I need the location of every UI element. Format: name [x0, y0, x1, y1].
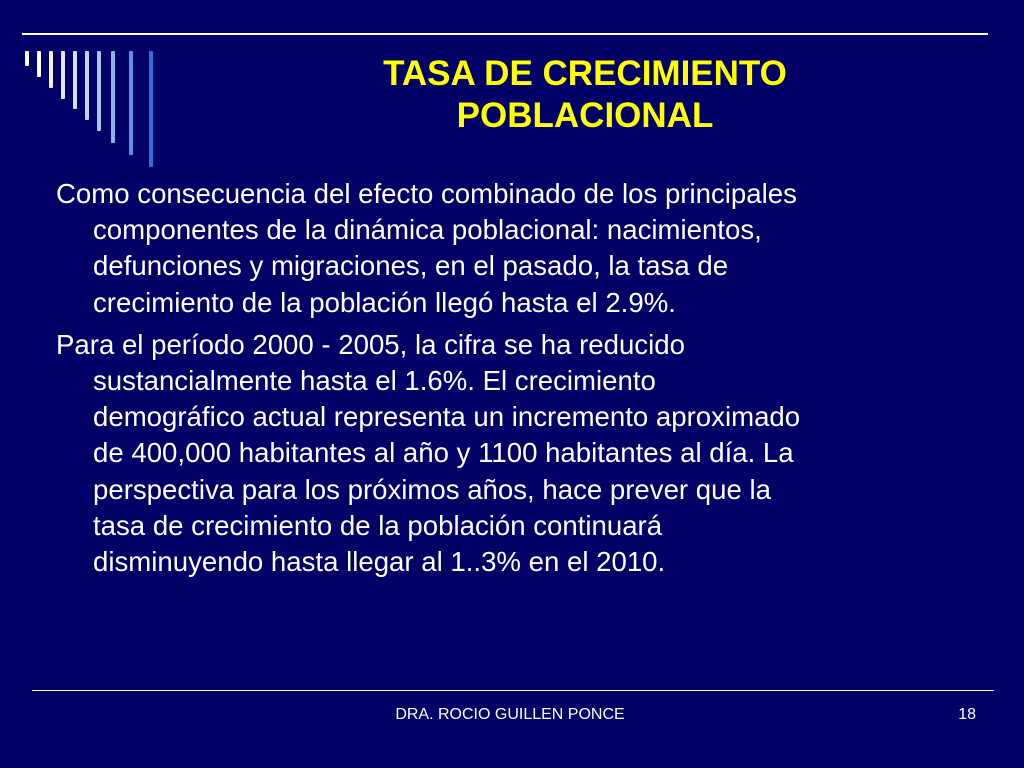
decorative-stripe — [129, 51, 133, 155]
decorative-stripe — [25, 51, 29, 66]
decorative-stripe — [73, 51, 77, 109]
decorative-stripe — [97, 51, 101, 131]
decorative-stripe — [85, 51, 89, 120]
slide-title-line: POBLACIONAL — [456, 96, 714, 135]
top-rule-line — [22, 33, 988, 35]
footer-author: DRA. ROCIO GUILLEN PONCE — [395, 706, 625, 723]
bottom-rule-line — [32, 690, 994, 691]
decorative-stripe — [49, 51, 53, 88]
slide-body — [56, 176, 996, 586]
slide-title-line: TASA DE CRECIMIENTO — [383, 54, 787, 93]
decorative-stripe — [149, 51, 153, 167]
decorative-stripe — [37, 51, 41, 77]
body-paragraph: Como consecuencia del efecto combinado de los principales componentes de la dinámica poblacional: nacimientos, defunciones y migraciones, en el pasado, la tasa de crecimiento de la población llegó hasta el 2.9%. — [56, 178, 797, 318]
body-paragraph: Para el período 2000 - 2005, la cifra se ha reducido sustancialmente hasta el 1.6%. El crecimiento demográfico actual representa un incremento aproximado de 400,000 habitantes al año y 1100 habitantes al día. La perspectiva para los próximos años, hace prever que la tasa de crecimiento de la población continuará disminuyendo hasta llegar al 1..3% en el 2010. — [56, 328, 801, 578]
slide-title — [300, 53, 870, 137]
decorative-stripe — [111, 51, 115, 143]
decorative-stripe — [61, 51, 65, 99]
page-number: 18 — [958, 706, 976, 723]
